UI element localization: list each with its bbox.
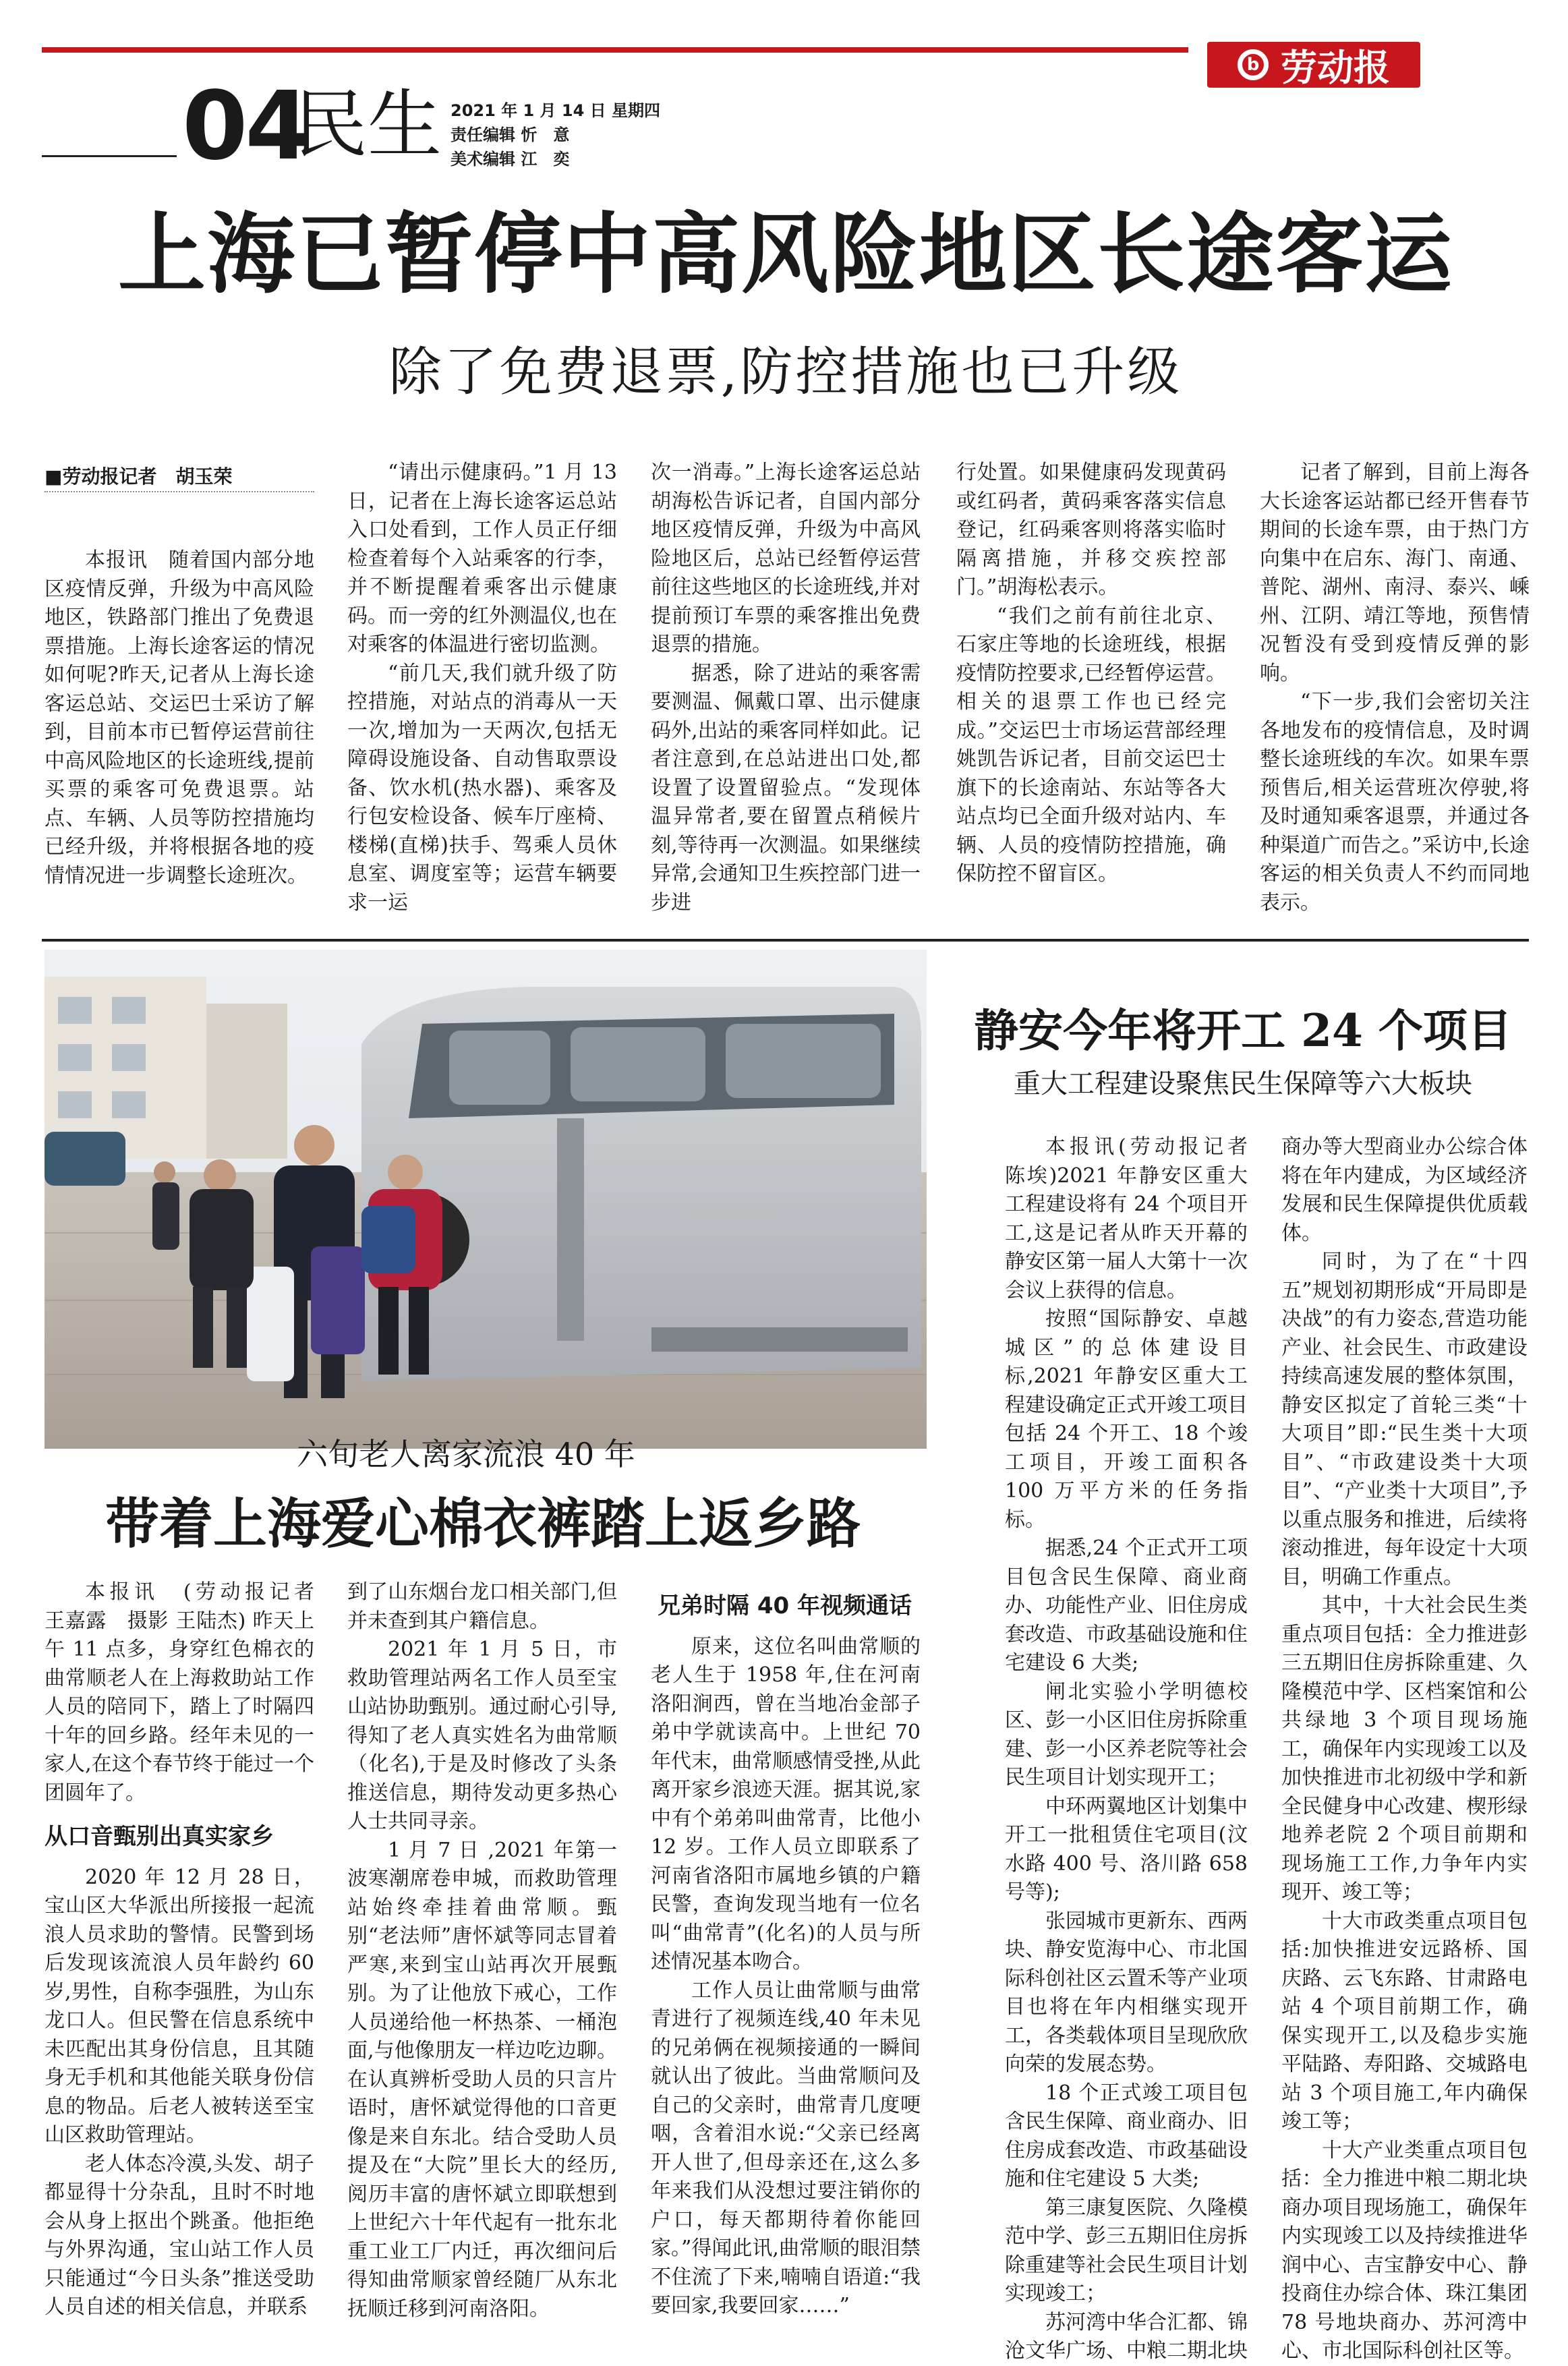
paragraph: 按照“国际静安、卓越城区”的总体建设目标,2021 年静安区重大工程建设确定正式开竣工项目包括 24 个开工、18 个竣工项目，开竣工面积各 100 万平方米的任务指标。 (1005, 1307, 1248, 1532)
paragraph: 记者了解到，目前上海各大长途客运站都已经开售春节期间的长途车票，由于热门方向集中在启东、海门、南通、普陀、湖州、南浔、泰兴、嵊州、江阴、靖江等地，预售情况暂没有受到疫情反弹的影响。 (1260, 461, 1530, 685)
paragraph: 次一消毒。”上海长途客运总站胡海松告诉记者，自国内部分地区疫情反弹，升级为中高风险地区后，总站已经暂停运营前往这些地区的长途班线,并对提前预订车票的乘客推出免费退票的措施。 (651, 461, 921, 656)
lead-col-5 (1260, 459, 1530, 915)
paragraph: 据悉,24 个正式开工项目包含民生保障、商业商办、功能性产业、旧住房成套改造、市政基础设施和住宅建设 6 大类; (1005, 1536, 1248, 1675)
paragraph: 中环两翼地区计划集中开工一批租赁住宅项目(汶水路 400 号、洛川路 658 号等); (1005, 1794, 1248, 1904)
byline-rule (45, 491, 314, 492)
section-name: 民生 (293, 82, 442, 168)
paragraph: 张园城市更新东、西两块、静安览海中心、市北国际科创社区云置禾等产业项目也将在年内相继实现开工，各类载体项目呈现欣欣向荣的发展态势。 (1005, 1909, 1248, 2076)
paragraph: 商办等大型商业办公综合体将在年内建成，为区域经济发展和民生保障提供优质载体。 (1281, 1135, 1528, 1245)
paragraph: “请出示健康码。”1 月 13 日，记者在上海长途客运总站入口处看到，工作人员正仔细检查着每个入站乘客的行李，并不断提醒着乘客出示健康码。而一旁的红外测温仪,也在对乘客的体温进行密切监测。 (347, 461, 617, 656)
lead-col-2 (347, 459, 617, 915)
paragraph: 原来，这位名叫曲常顺的老人生于 1958 年,住在河南洛阳涧西，曾在当地冶金部子弟中学就读高中。上世纪 70 年代末，曲常顺感情受挫,从此离开家乡浪迹天涯。据其说,家中有个弟弟叫曲常青，比他小 12 岁。工作人员立即联系了河南省洛阳市属地乡镇的户籍民警，查询发现当地有一位名叫“曲常青”(化名)的人员与所述情况基本吻合。 (651, 1634, 921, 1973)
photo-illustration (45, 950, 927, 1449)
paragraph: 老人体态冷漠,头发、胡子都显得十分杂乱，且时不时地会从身上抠出个跳蚤。他拒绝与外界沟通，宝山站工作人员只能通过“今日头条”推送受助人员自述的相关信息，并联系 (45, 2152, 314, 2319)
lead-headline: 上海已暂停中高风险地区长途客运 (117, 202, 1453, 306)
story2-col-3 (651, 1592, 921, 2334)
header-meta (451, 98, 660, 171)
paragraph: 第三康复医院、久隆模范中学、彭三五期旧住房拆除重建等社会民生项目计划实现竣工； (1005, 2195, 1248, 2305)
story2-subhead-1: 从口音甄别出真实家乡 (45, 1823, 274, 1850)
lead-subheadline: 除了免费退票,防控措施也已升级 (388, 342, 1183, 403)
news-photo (45, 950, 927, 1449)
paragraph: 十大市政类重点项目包括:加快推进安远路桥、国庆路、云飞东路、甘肃路电站 4 个项目前期工作，确保实现开工,以及稳步实施平陆路、寿阳路、交城路电站 3 个项目施工,年内确保竣工等； (1281, 1909, 1528, 2133)
paragraph: 18 个正式竣工项目包含民生保障、商业商办、旧住房成套改造、市政基础设施和住宅建设 5 大类; (1005, 2081, 1248, 2191)
paragraph: 工作人员让曲常顺与曲常青进行了视频连线,40 年未见的兄弟俩在视频接通的一瞬间就认出了彼此。当曲常顺问及自己的父亲时，曲常青几度哽咽，含着泪水说:“父亲已经离开人世了,但母亲还在,这么多年来我们从没想过要注销你的户口，每天都期待着你能回家。”得闻此讯,曲常顺的眼泪禁不住流了下来,喃喃自语道:“我要回家,我要回家……” (651, 1978, 921, 2317)
editor: 责任编辑 忻 意 (451, 125, 570, 144)
story2-subhead-2: 兄弟时隔 40 年视频通话 (658, 1592, 912, 1619)
paragraph: 苏河湾中华合汇都、锦沧文华广场、中粮二期北块 (1005, 2310, 1248, 2363)
paragraph: 同时，为了在“十四五”规划初期形成“开局即是决战”的有力姿态,营造功能产业、社会民生、市政建设持续高速发展的整体氛围，静安区拟定了首轮三类“十大项目”即:“民生类十大项目”、“市政建设类十大项目”、“产业类十大项目”,予以重点服务和推进，后续将滚动推进，每年设定十大项目，明确工作重点。 (1281, 1250, 1528, 1589)
lead-byline: ■劳动报记者 胡玉荣 (45, 465, 233, 488)
paragraph: “前几天,我们就升级了防控措施，对站点的消毒从一天一次,增加为一天两次,包括无障碍设施设备、自动售取票设备、饮水机(热水器)、乘客及行包安检设备、候车厅座椅、楼梯(直梯)扶手、驾乘人员休息室、调度室等；运营车辆要求一运 (347, 661, 617, 915)
paragraph: 十大产业类重点项目包括：全力推进中粮二期北块商办项目现场施工，确保年内实现竣工以及持续推进华润中心、吉宝静安中心、静投商住办综合体、珠江集团 78 号地块商办、苏河湾中心、市北国际科创社区等。 (1281, 2138, 1528, 2363)
paragraph: 行处置。如果健康码发现黄码或红码者，黄码乘客落实信息登记，红码乘客则将落实临时隔离措施，并移交疾控部门。”胡海松表示。 (956, 461, 1226, 599)
paragraph: “下一步,我们会密切关注各地发布的疫情信息，及时调整长途班线的车次。如果车票预售后,相关运营班次停驶,将及时通知乘客退票，并通过各种渠道广而告之。”采访中,长途客运的相关负责人不约而同地表示。 (1260, 690, 1530, 915)
paragraph: 闸北实验小学明德校区、彭一小区旧住房拆除重建、彭一小区养老院等社会民生项目计划实现开工； (1005, 1679, 1248, 1789)
header-rule-left (42, 155, 177, 157)
story2-kicker: 六旬老人离家流浪 40 年 (297, 1436, 635, 1472)
paragraph: 本报讯(劳动报记者 陈埃)2021 年静安区重大工程建设将有 24 个项目开工,这是记者从昨天开幕的静安区第一届人大第十一次会议上获得的信息。 (1005, 1135, 1268, 1302)
paragraph: 到了山东烟台龙口相关部门,但并未查到其户籍信息。 (347, 1580, 617, 1633)
story2-headline: 带着上海爱心棉衣裤踏上返乡路 (105, 1492, 861, 1555)
lead-col-1 (45, 546, 314, 897)
paragraph: 本报讯 随着国内部分地区疫情反弹，升级为中高风险地区，铁路部门推出了免费退票措施。上海长途客运的情况如何呢?昨天,记者从上海长途客运总站、交运巴士采访了解到，目前本市已暂停运营前往中高风险地区的长途班线,提前买票的乘客可免费退票。站点、车辆、人员等防控措施均已经升级，并将根据各地的疫情情况进一步调整长途班次。 (45, 548, 314, 888)
paragraph: 本报讯 (劳动报记者 王嘉露 摄影 王陆杰) 昨天上午 11 点多，身穿红色棉衣的曲常顺老人在上海救助站工作人员的陪同下，踏上了时隔四十年的回乡路。经年未见的一家人,在这个春节终于能过一个团圆年了。 (45, 1580, 335, 1805)
story3-col-2 (1281, 1133, 1528, 2363)
story3-headline: 静安今年将开工 24 个项目 (974, 1004, 1512, 1057)
masthead-logo (1207, 42, 1420, 88)
story3-col-1 (1005, 1133, 1268, 2363)
art-editor: 美术编辑 江 奕 (451, 150, 570, 169)
paragraph: 其中，十大社会民生类重点项目包括：全力推进彭三五期旧住房拆除重建、久隆模范中学、区档案馆和公共绿地 3 个项目现场施工，确保年内实现竣工以及加快推进市北初级中学和新全民健身中心改建、楔形绿地养老院 2 个项目前期和现场施工工作,力争年内实现开、竣工等； (1281, 1594, 1528, 1904)
lead-col-4 (956, 459, 1226, 897)
paragraph: “我们之前有前往北京、石家庄等地的长途班线，根据疫情防控要求,已经暂停运营。相关的退票工作也已经完成。”交运巴士市场运营部经理姚凯告诉记者，目前交运巴士旗下的长途南站、东站等各大站点均已全面升级对站内、车辆、人员的疫情防控措施，确保防控不留盲区。 (956, 604, 1226, 886)
paragraph: 据悉，除了进站的乘客需要测温、佩戴口罩、出示健康码外,出站的乘客同样如此。记者注意到,在总站进出口处,都设置了设置留验点。“发现体温异常者,要在留置点稍候片刻,等待再一次测温。如果继续异常,会通知卫生疾控部门进一步进 (651, 661, 921, 915)
lead-col-3 (651, 459, 921, 915)
paragraph: 2021 年 1 月 5 日，市救助管理站两名工作人员至宝山站协助甄别。通过耐心引导,得知了老人真实姓名为曲常顺（化名),于是及时修改了头条推送信息，期待发动更多热心人士共同寻亲。 (347, 1638, 617, 1833)
story3-subheadline: 重大工程建设聚焦民生保障等六大板块 (1014, 1068, 1472, 1099)
page-number: 04 (182, 71, 308, 181)
brand-name: 劳动报 (1281, 46, 1390, 89)
section-divider (42, 939, 1529, 942)
story2-col-1 (45, 1578, 335, 2334)
issue-date: 2021 年 1 月 14 日 星期四 (451, 101, 661, 120)
paragraph: 1 月 7 日 ,2021 年第一波寒潮席卷申城，而救助管理站始终牵挂着曲常顺。甄别“老法师”唐怀斌等同志冒着严寒,来到宝山站再次开展甄别。为了让他放下戒心，工作人员递给他一杯热茶、一桶泡面,与他像朋友一样边吃边聊。在认真辨析受助人员的只言片语时，唐怀斌觉得他的口音更像是来自东北。结合受助人员提及在“大院”里长大的经历,阅历丰富的唐怀斌立即联想到上世纪六十年代起有一批东北重工业工厂内迁，再次细问后得知曲常顺家曾经随厂从东北抚顺迁移到河南洛阳。 (347, 1838, 617, 2321)
paragraph: 2020 年 12 月 28 日，宝山区大华派出所接报一起流浪人员求助的警情。民警到场后发现该流浪人员年龄约 60 岁,男性，自称李强胜，为山东龙口人。但民警在信息系统中未匹配出其身份信息，且其随身无手机和其他能关联身份信息的物品。后老人被转送至宝山区救助管理站。 (45, 1865, 314, 2147)
story2-col-2 (347, 1578, 617, 2334)
top-rule (42, 47, 1188, 53)
brand-mark-icon: b (1238, 49, 1269, 80)
